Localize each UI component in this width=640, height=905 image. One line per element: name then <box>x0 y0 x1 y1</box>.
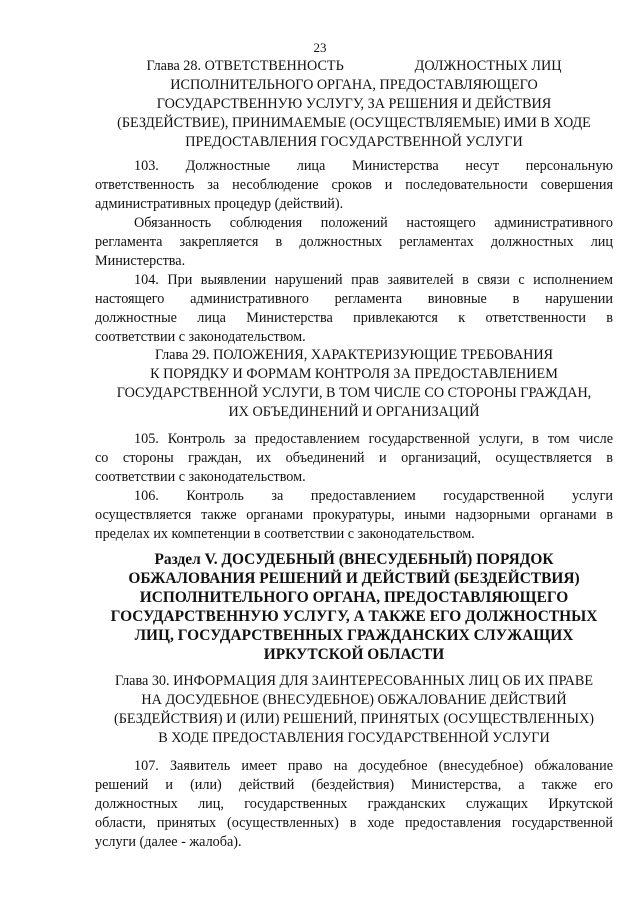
paragraph-line: ответственность за несоблюдение сроков и последовательности совершения <box>95 177 613 193</box>
heading-line: ГОСУДАРСТВЕННУЮ УСЛУГУ, А ТАКЖЕ ЕГО ДОЛЖНОСТНЫХ <box>110 608 598 625</box>
paragraph-line: решений и (или) действий (бездействия) Министерства, а также его <box>95 777 613 793</box>
paragraph-line: 107. Заявитель имеет право на досудебное (внесудебное) обжалование <box>134 758 613 774</box>
chapter-28-heading <box>95 57 613 152</box>
heading-line: НА ДОСУДЕБНОЕ (ВНЕСУДЕБНОЕ) ОБЖАЛОВАНИЕ ДЕЙСТВИЙ <box>141 692 567 708</box>
paragraph-line: настоящего административного регламента виновные в нарушении <box>95 291 613 307</box>
heading-line: ЛИЦ, ГОСУДАРСТВЕННЫХ ГРАЖДАНСКИХ СЛУЖАЩИХ <box>134 627 574 644</box>
heading-line: (БЕЗДЕЙСТВИЕ), ПРИНИМАЕМЫЕ (ОСУЩЕСТВЛЯЕМЫЕ) ИМИ В ХОДЕ <box>117 115 591 131</box>
paragraph-line: 104. При выявлении нарушений прав заявителей в связи с исполнением <box>134 272 613 288</box>
paragraph-line: должностных лиц, государственных гражданских служащих Иркутской <box>95 796 613 812</box>
paragraph-104 <box>95 271 613 347</box>
heading-line: Раздел V. ДОСУДЕБНЫЙ (ВНЕСУДЕБНЫЙ) ПОРЯДОК <box>154 551 554 568</box>
heading-line: ГОСУДАРСТВЕННОЙ УСЛУГИ, В ТОМ ЧИСЛЕ СО СТОРОНЫ ГРАЖДАН, <box>116 385 592 401</box>
paragraph-line: соответствии с законодательством. <box>95 469 306 485</box>
heading-line: Глава 30. ИНФОРМАЦИЯ ДЛЯ ЗАИНТЕРЕСОВАННЫХ ЛИЦ ОБ ИХ ПРАВЕ <box>114 673 594 689</box>
paragraph-line: административных процедур (действий). <box>95 196 344 212</box>
paragraph-line: услуги (далее - жалоба). <box>95 834 242 850</box>
paragraph-line: Обязанность соблюдения положений настоящего административного <box>134 215 613 231</box>
heading-line: ОБЖАЛОВАНИЯ РЕШЕНИЙ И ДЕЙСТВИЙ (БЕЗДЕЙСТВИЯ) <box>128 570 580 587</box>
chapter-30-heading <box>95 672 613 748</box>
paragraph-103 <box>95 157 613 214</box>
paragraph-line: 106. Контроль за предоставлением государственной услуги <box>134 488 613 504</box>
heading-line: ИСПОЛНИТЕЛЬНОГО ОРГАНА, ПРЕДОСТАВЛЯЮЩЕГО <box>170 77 538 93</box>
paragraph-line: пределах их компетенции в соответствии с законодательством. <box>95 526 475 542</box>
heading-line: К ПОРЯДКУ И ФОРМАМ КОНТРОЛЯ ЗА ПРЕДОСТАВЛЕНИЕМ <box>150 366 558 382</box>
heading-line: Глава 29. ПОЛОЖЕНИЯ, ХАРАКТЕРИЗУЮЩИЕ ТРЕБОВАНИЯ <box>154 347 554 363</box>
chapter-29-heading <box>95 346 613 422</box>
heading-line: ПРЕДОСТАВЛЕНИЯ ГОСУДАРСТВЕННОЙ УСЛУГИ <box>185 134 523 150</box>
paragraph-line: осуществляется также органами прокуратуры, иными надзорными органами в <box>95 507 613 523</box>
heading-line: ГОСУДАРСТВЕННУЮ УСЛУГУ, ЗА РЕШЕНИЯ И ДЕЙСТВИЯ <box>156 96 552 112</box>
paragraph-line: области, принятых (осуществленных) в ходе предоставления государственной <box>95 815 613 831</box>
heading-line: (БЕЗДЕЙСТВИЯ) И (ИЛИ) РЕШЕНИЙ, ПРИНЯТЫХ (ОСУЩЕСТВЛЕННЫХ) <box>114 711 594 727</box>
heading-line: В ХОДЕ ПРЕДОСТАВЛЕНИЯ ГОСУДАРСТВЕННОЙ УСЛУГИ <box>158 730 550 746</box>
heading-line: ИХ ОБЪЕДИНЕНИЙ И ОРГАНИЗАЦИЙ <box>228 404 480 420</box>
paragraph-line: регламента закрепляется в должностных регламентах должностных лиц <box>95 234 613 250</box>
heading-line: ИСПОЛНИТЕЛЬНОГО ОРГАНА, ПРЕДОСТАВЛЯЮЩЕГО <box>139 589 569 606</box>
section-5-heading <box>95 550 613 664</box>
paragraph-107 <box>95 757 613 852</box>
heading-line: Глава 28. ОТВЕТСТВЕННОСТЬ ДОЛЖНОСТНЫХ ЛИЦ <box>146 58 562 74</box>
paragraph-line: 103. Должностные лица Министерства несут персональную <box>134 158 613 174</box>
paragraph-105 <box>95 430 613 487</box>
paragraph-106 <box>95 487 613 544</box>
paragraph-line: Министерства. <box>95 253 186 269</box>
paragraph-line: 105. Контроль за предоставлением государственной услуги, в том числе <box>134 431 613 447</box>
paragraph-line: должностные лица Министерства привлекаются к ответственности в <box>95 310 613 326</box>
heading-line: ИРКУТСКОЙ ОБЛАСТИ <box>263 646 445 663</box>
paragraph-line: со стороны граждан, их объединений и организаций, осуществляется в <box>95 450 613 466</box>
paragraph-103-continued <box>95 214 613 271</box>
paragraph-line: соответствии с законодательством. <box>95 329 306 345</box>
page-number: 23 <box>313 40 327 55</box>
